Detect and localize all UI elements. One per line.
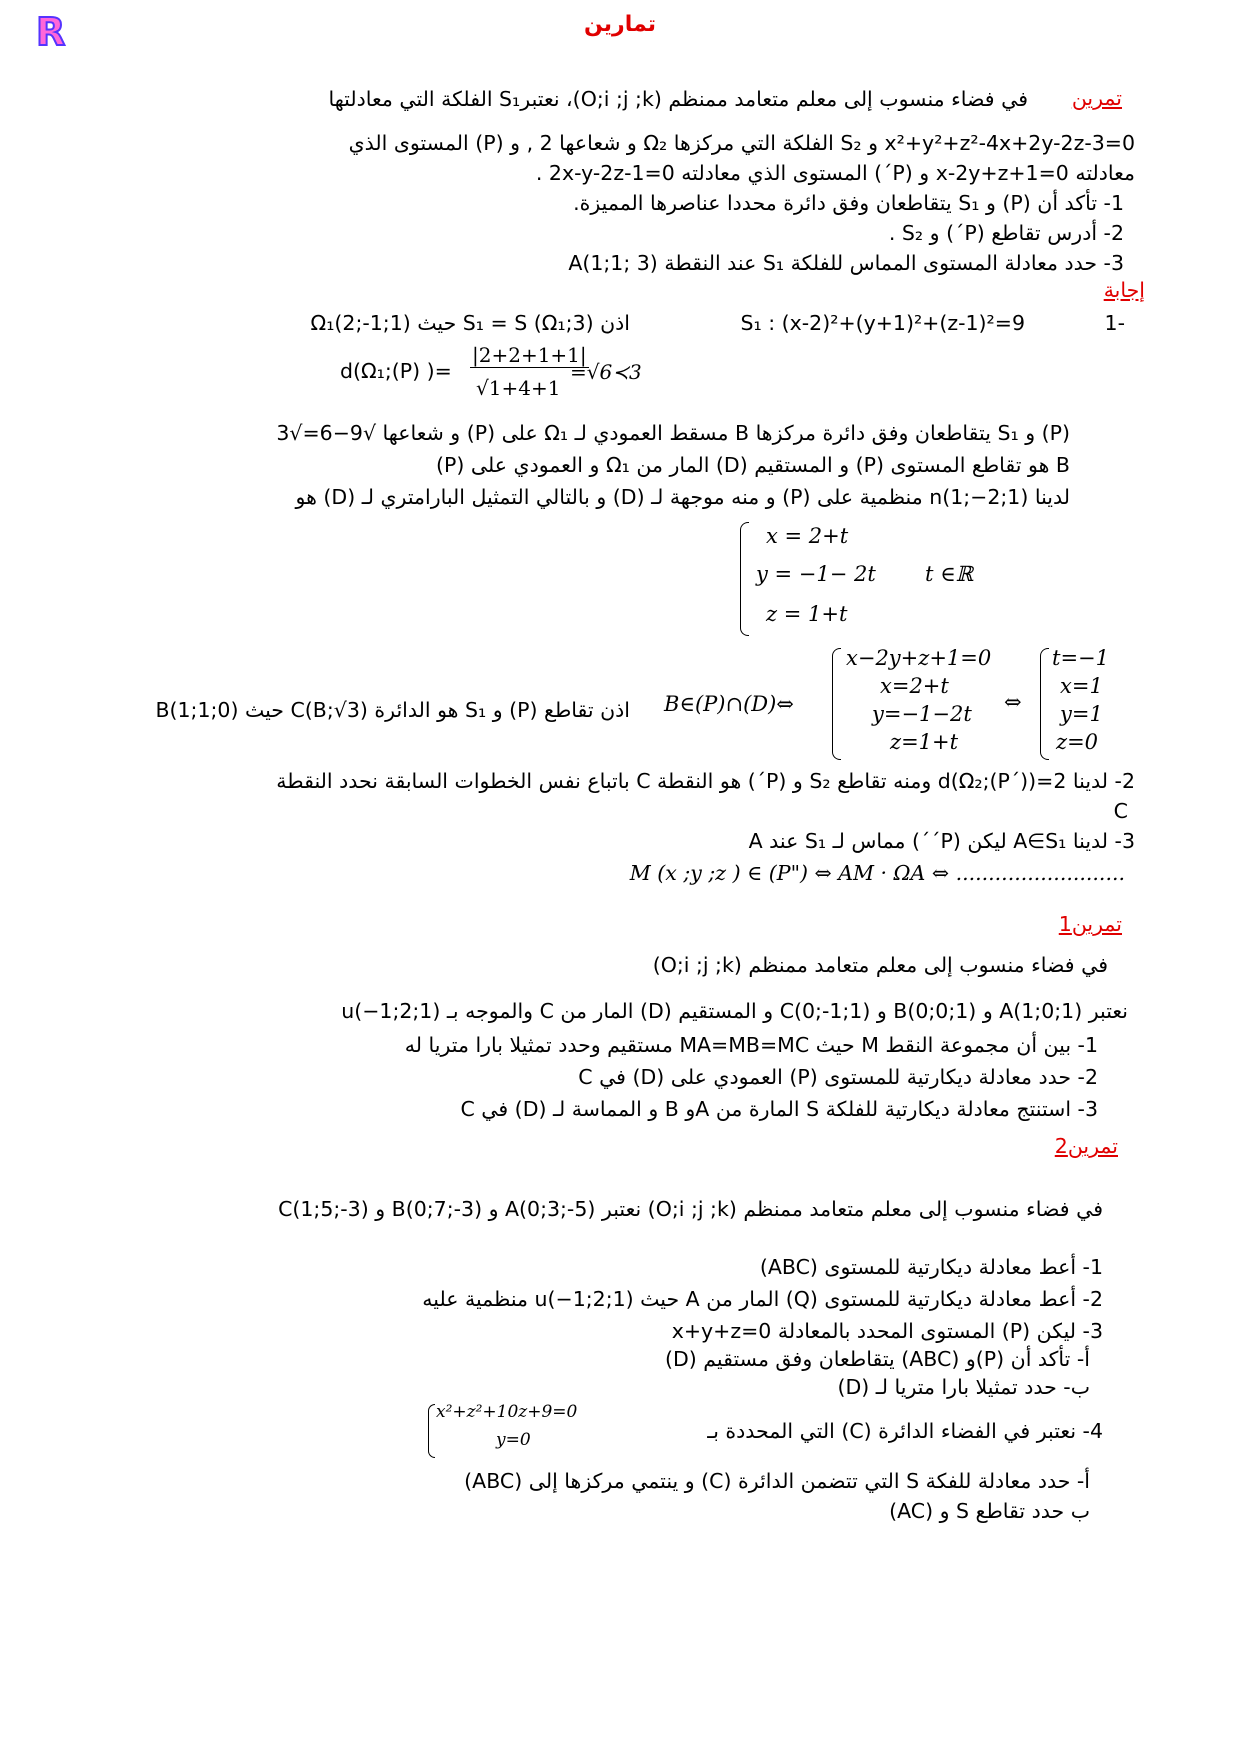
question: 1- أعط معادلة ديكارتية للمستوى (ABC) <box>759 1255 1103 1279</box>
answer-heading: إجابة <box>1103 278 1145 302</box>
sphere-equation: S₁ : (x-2)²+(y+1)²+(z-1)²=9 <box>740 311 1025 335</box>
answer-line: C <box>1113 799 1128 823</box>
question: 3- حدد معادلة المستوى المماس للفلكة S₁ عند النقطة A(1;1; 3) <box>568 251 1124 275</box>
exercise-line: x²+y²+z²-4x+2y-2z-3=0 و S₂ الفلكة التي مركزها Ω₂ و شعاعها 2 , و (P) المستوى الذي <box>348 131 1135 155</box>
distance-numerator: |2+2+1+1| <box>472 343 587 367</box>
answer-line: اذن S₁ = S (Ω₁;3) حيث Ω₁(2;-1;1) <box>310 311 630 335</box>
param-z: z = 1+t <box>766 602 848 626</box>
exercise-line: في فضاء منسوب إلى معلم متعامد ممنظم (O;i ;j ;k) نعتبر A(0;3;-5) و B(0;7;-3) و C(1;5;-3) <box>278 1197 1103 1221</box>
circle-eq: y=0 <box>496 1430 531 1450</box>
answer-line: اذن تقاطع (P) و S₁ هو الدائرة C(B;√3) حيث B(1;1;0) <box>155 698 630 722</box>
exercise-line: نعتبر A(1;0;1) و B(0;0;1) و C(0;-1;1) و المستقيم (D) المار من C والموجه بـ u(−1;2;1) <box>341 999 1128 1023</box>
question: ب حدد تقاطع S و (AC) <box>889 1499 1090 1523</box>
intersection-label: B∈(P)∩(D)⇔ <box>664 692 794 716</box>
answer-line: B هو تقاطع المستوى (P) و المستقيم (D) المار من Ω₁ و العمودي على (P) <box>436 453 1070 477</box>
exercise-heading: تمرين1 <box>1058 912 1122 936</box>
answer-line: 2- لدينا d(Ω₂;(P´))=2 ومنه تقاطع S₂ و (P´) هو النقطة C باتباع نفس الخطوات السابقة نحدد النقطة <box>276 769 1135 793</box>
inter-eq: z=1+t <box>890 730 959 754</box>
brace <box>428 1404 435 1458</box>
page-title: تمارين <box>584 12 656 37</box>
brace <box>740 522 749 636</box>
question: 2- أدرس تقاطع (P´) و S₂ . <box>888 221 1124 245</box>
question: 2- حدد معادلة ديكارتية للمستوى (P) العمودي على (D) في C <box>578 1065 1098 1089</box>
answer-line: (P) و S₁ يتقاطعان وفق دائرة مركزها B مسقط العمودي لـ Ω₁ على (P) و شعاعها √9−6=√3 <box>276 421 1070 445</box>
answer-line: 3- لدينا A∈S₁ ليكن (P´´) مماس لـ S₁ عند A <box>748 829 1135 853</box>
inter-eq: x−2y+z+1=0 <box>846 646 992 670</box>
inter-sol: x=1 <box>1060 674 1103 698</box>
equivalence-arrow: ⇔ <box>1004 690 1022 714</box>
exercise-heading: تمرين <box>1071 86 1122 110</box>
param-t: t ∈ℝ <box>925 562 974 586</box>
exercise-heading: تمرين2 <box>1054 1134 1118 1158</box>
logo: R <box>36 10 66 54</box>
answer-line: لدينا n(1;−2;1) منظمية على (P) و منه موجهة لـ (D) و بالتالي التمثيل البارامتري لـ (D) هو <box>295 485 1070 509</box>
exercise-line: في فضاء منسوب إلى معلم متعامد ممنظم (O;i ;j ;k)، نعتبرS₁ الفلكة التي معادلتها <box>328 87 1028 111</box>
tangent-plane-condition: M (x ;y ;z ) ∈ (P") ⇔ AM · ΩA ⇔ .......................... <box>629 861 1125 885</box>
question: 1- تأكد أن (P) و S₁ يتقاطعان وفق دائرة محددا عناصرها المميزة. <box>573 191 1124 215</box>
question: أ- حدد معادلة للفكة S التي تتضمن الدائرة (C) و ينتمي مركزها إلى (ABC) <box>464 1469 1090 1493</box>
distance-denominator: √1+4+1 <box>476 376 561 400</box>
question: ب- حدد تمثيلا بارا متريا لـ (D) <box>837 1375 1090 1399</box>
question: 4- نعتبر في الفضاء الدائرة (C) التي المحددة بـ <box>707 1419 1103 1443</box>
inter-sol: z=0 <box>1056 730 1099 754</box>
inter-sol: y=1 <box>1060 702 1103 726</box>
distance-label: d(Ω₁;(P) )= <box>340 359 452 383</box>
inter-eq: y=−1−2t <box>872 702 972 726</box>
question: 3- ليكن (P) المستوى المحدد بالمعادلة x+y+z=0 <box>671 1319 1103 1343</box>
brace <box>832 648 841 760</box>
param-x: x = 2+t <box>766 524 849 548</box>
exercise-line: في فضاء منسوب إلى معلم متعامد ممنظم (O;i ;j ;k) <box>652 953 1108 977</box>
distance-result: =√6≺3 <box>570 360 642 384</box>
answer-number: -1 <box>1104 311 1125 335</box>
question: 2- أعط معادلة ديكارتية للمستوى (Q) المار من A حيث u(−1;2;1) منظمية عليه <box>422 1287 1103 1311</box>
circle-eq: x²+z²+10z+9=0 <box>436 1402 578 1422</box>
inter-sol: t=−1 <box>1052 646 1109 670</box>
question: 1- بين أن مجموعة النقط M حيث MA=MB=MC مستقيم وحدد تمثيلا بارا متريا له <box>404 1033 1098 1057</box>
brace <box>1040 648 1049 760</box>
question: 3- استنتج معادلة ديكارتية للفلكة S المارة من Aو B و المماسة لـ (D) في C <box>460 1097 1098 1121</box>
exercise-line: معادلته x-2y+z+1=0 و (P´) المستوى الذي معادلته 2x-y-2z-1=0 . <box>535 161 1135 185</box>
inter-eq: x=2+t <box>880 674 949 698</box>
param-y: y = −1− 2t <box>756 562 876 586</box>
question: أ- تأكد أن (P)و (ABC) يتقاطعان وفق مستقيم (D) <box>664 1347 1090 1371</box>
